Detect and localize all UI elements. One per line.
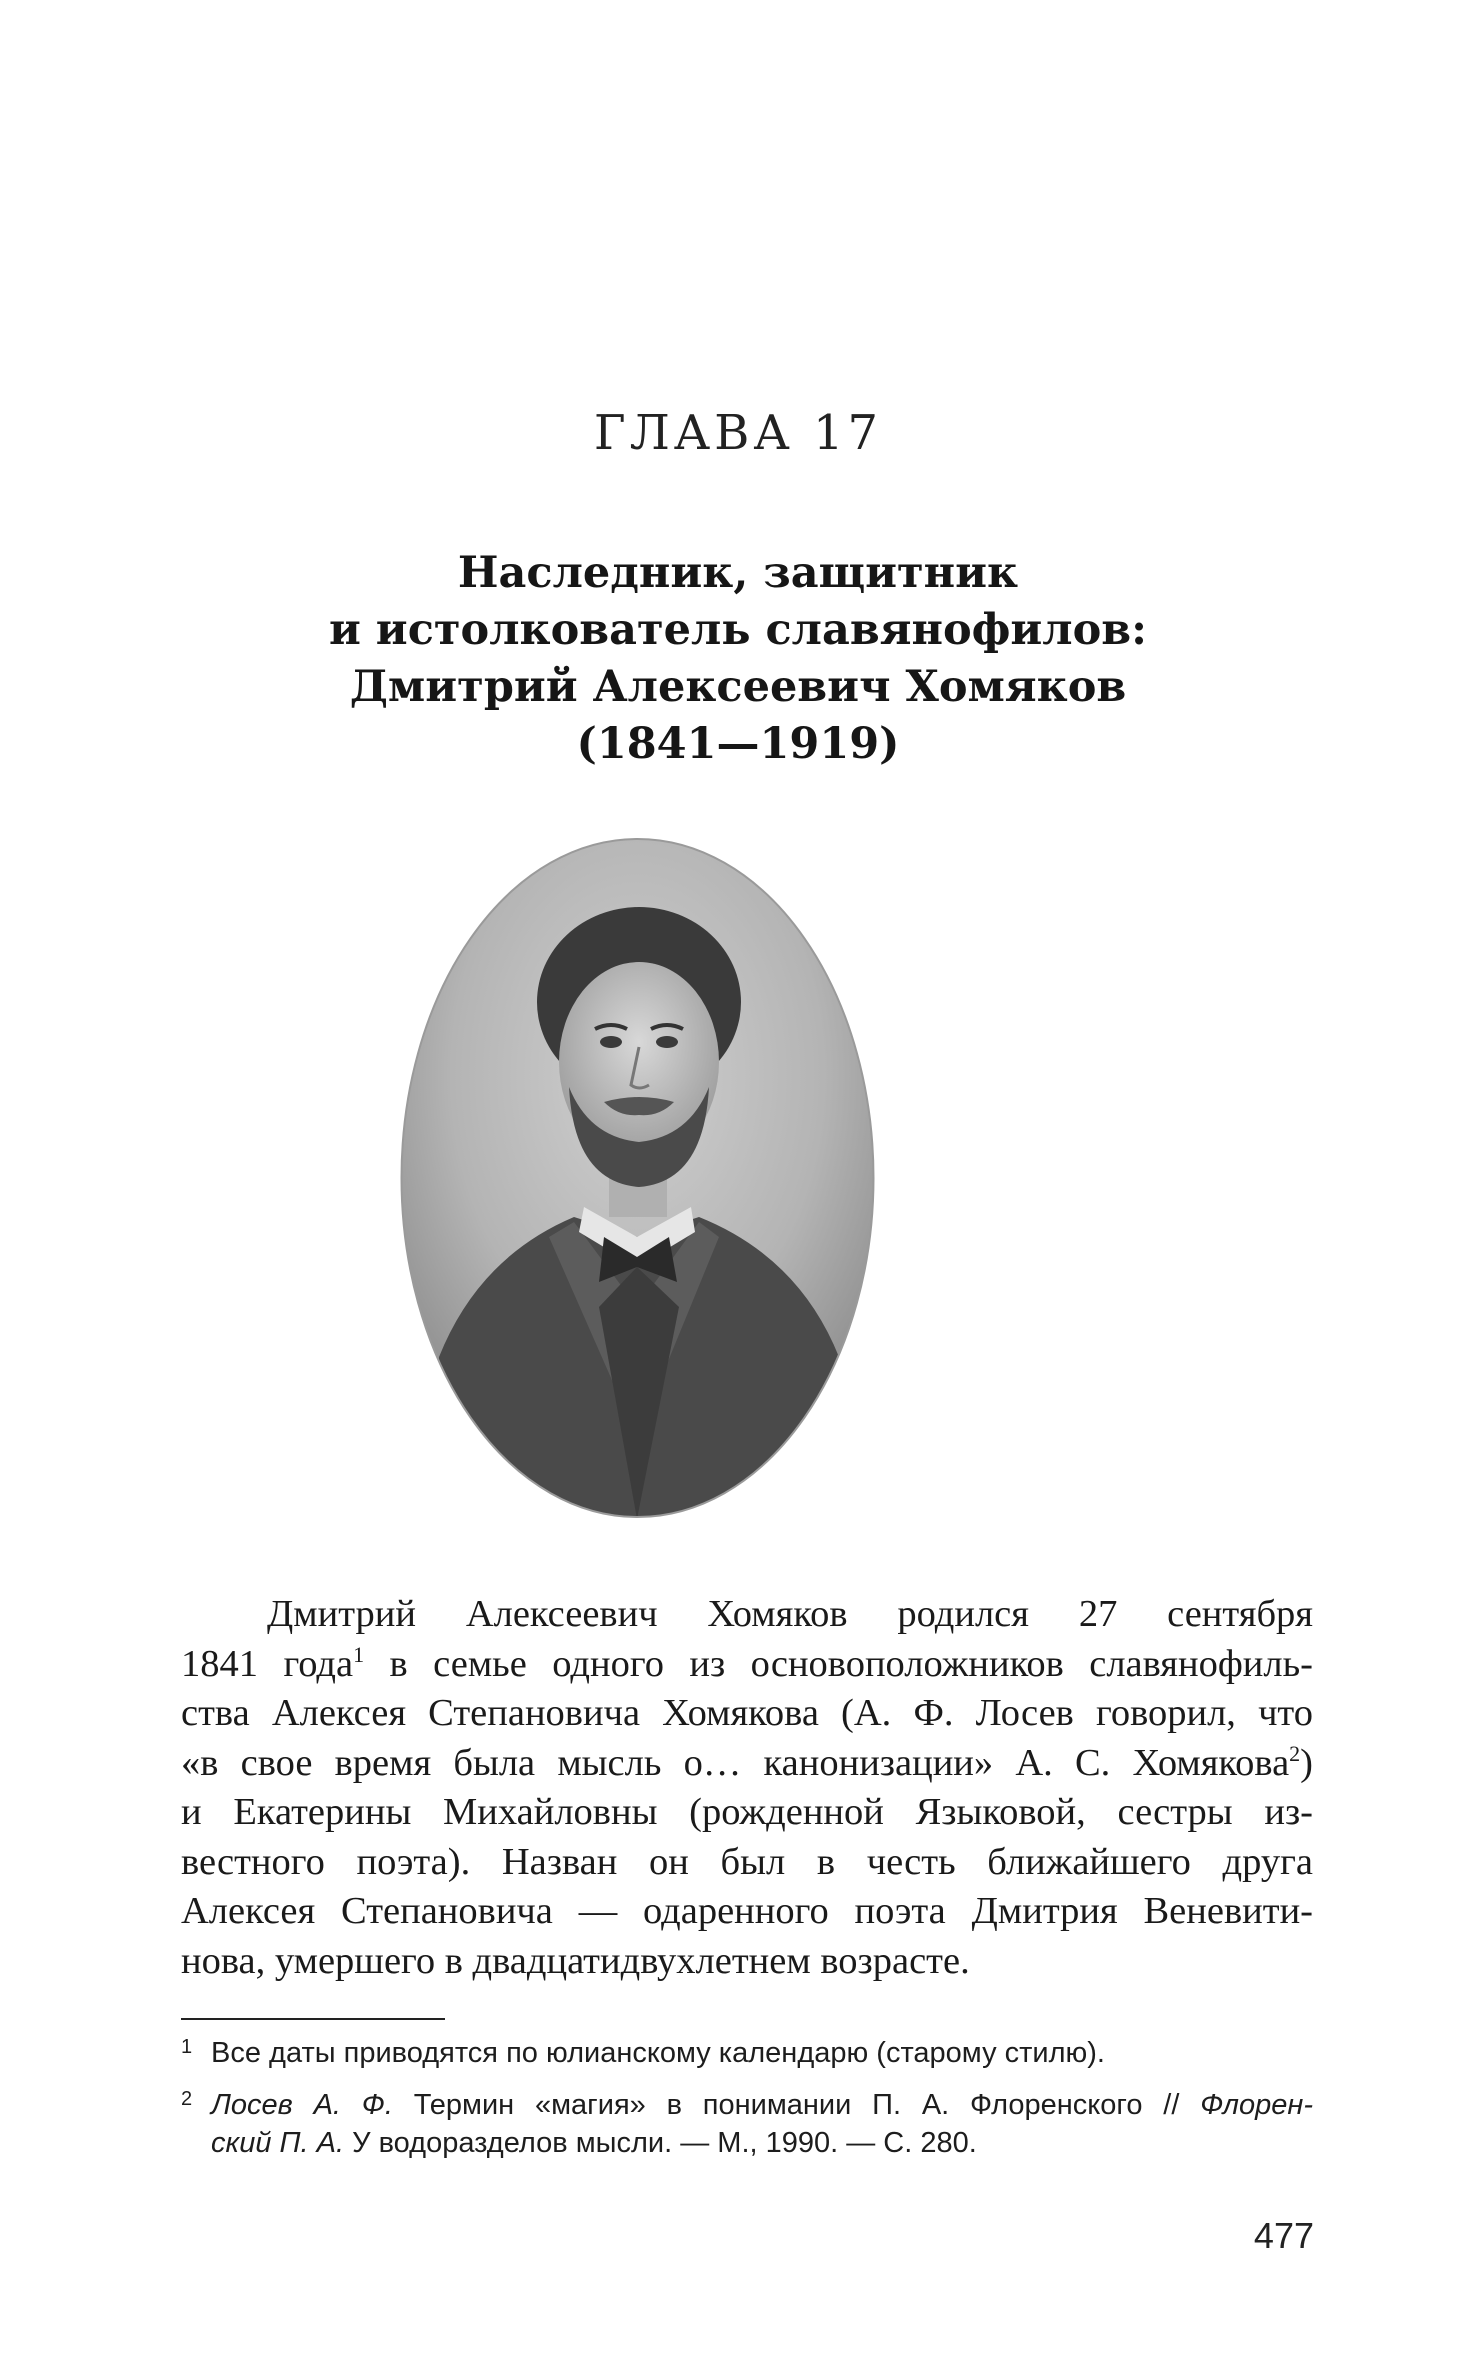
chapter-label: ГЛАВА 17 (593, 405, 883, 461)
text-segment: «в свое время была мысль о… канонизации» А. С. Хомякова (181, 1741, 1290, 1784)
chapter-title-line: Дмитрий Алексеевич Хомяков (349, 662, 1127, 712)
body-paragraph (181, 1590, 1313, 1986)
text-line (181, 1640, 1313, 1690)
chapter-title-line: и истолкователь славянофилов: (328, 605, 1148, 655)
text-line (181, 1739, 1313, 1789)
chapter-title-line: Наследник, защитник (457, 548, 1019, 598)
page-number: 477 (1253, 2215, 1314, 2256)
footnotes (181, 2034, 1313, 2176)
footnote-title: Флорен- (1200, 2089, 1313, 2121)
text-line: Алексея Степановича — одаренного поэта Дмитрия Веневити- (181, 1890, 1313, 1932)
footnote-number: 2 (181, 2088, 193, 2110)
text-segment: в семье одного из основоположников славянофиль- (364, 1642, 1313, 1685)
footnote-ref[interactable]: 1 (353, 1641, 365, 1667)
text-line: и Екатерины Михайловны (рожденной Языковой, сестры из- (181, 1791, 1313, 1833)
footnote (181, 2086, 1313, 2162)
portrait-photo-icon (399, 837, 876, 1519)
footnote-text (211, 2086, 1313, 2124)
footnote (181, 2034, 1313, 2072)
footnote-ref[interactable]: 2 (1289, 1740, 1301, 1766)
footnote-number: 1 (181, 2036, 193, 2058)
footnote-author: Лосев А. Ф. (211, 2089, 393, 2121)
footnote-text (211, 2124, 1313, 2162)
text-segment: 1841 года (181, 1642, 354, 1685)
footnote-divider (181, 2018, 445, 2020)
chapter-title (0, 545, 1476, 773)
text-line: вестного поэта). Назван он был в честь ближайшего друга (181, 1840, 1313, 1883)
text-line: ства Алексея Степановича Хомякова (А. Ф. Лосев говорил, что (181, 1692, 1313, 1734)
chapter-title-dates: (1841—1919) (576, 719, 900, 769)
footnote-segment: У водоразделов мысли. — М., 1990. — С. 280. (344, 2127, 977, 2159)
text-line: нова, умершего в двадцатидвухлетнем возрасте. (181, 1939, 970, 1982)
text-line: Дмитрий Алексеевич Хомяков родился 27 сентября (267, 1593, 1313, 1635)
footnote-author: ский П. А. (211, 2127, 345, 2159)
footnote-segment: Термин «магия» в понимании П. А. Флоренского // (392, 2089, 1201, 2121)
footnote-text: Все даты приводятся по юлианскому календарю (старому стилю). (211, 2037, 1105, 2069)
text-segment: ) (1300, 1741, 1313, 1784)
